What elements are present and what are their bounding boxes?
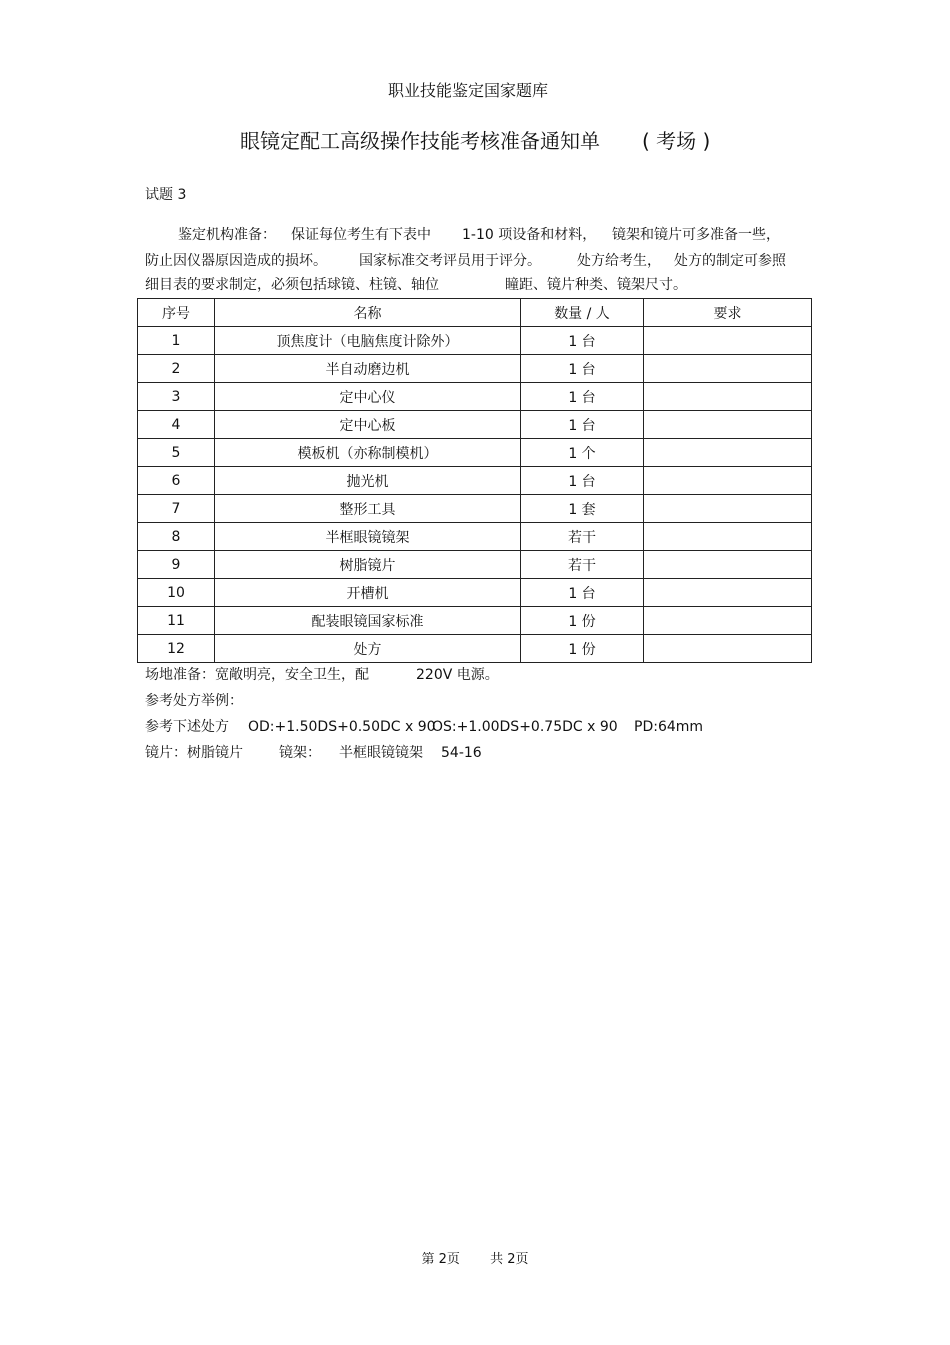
table-row: [138, 467, 812, 495]
intro-line-2-part-d: 处方的制定可参照: [674, 253, 786, 269]
cell-quantity: 1 台: [521, 579, 644, 607]
cell-index: 12: [138, 635, 215, 663]
column-header-name: 名称: [215, 299, 521, 327]
cell-quantity: 1 台: [521, 383, 644, 411]
cell-quantity: 1 台: [521, 411, 644, 439]
cell-quantity: 1 台: [521, 355, 644, 383]
column-header-index: 序号: [138, 299, 215, 327]
intro-line-1-part-b: 保证每位考生有下表中: [291, 227, 431, 243]
cell-requirement: [644, 579, 812, 607]
table-header-row: [138, 299, 812, 327]
cell-quantity: 1 份: [521, 607, 644, 635]
table-row: [138, 439, 812, 467]
table-row: [138, 607, 812, 635]
cell-requirement: [644, 635, 812, 663]
column-header-quantity: 数量 / 人: [521, 299, 644, 327]
site-power-text: 220V 电源。: [416, 667, 499, 683]
prescription-pd: PD:64mm: [634, 719, 704, 735]
cell-index: 10: [138, 579, 215, 607]
table-row: [138, 355, 812, 383]
frame-value: 半框眼镜镜架: [339, 745, 423, 761]
table-row: [138, 327, 812, 355]
cell-name: 半自动磨边机: [215, 355, 521, 383]
cell-quantity: 1 份: [521, 635, 644, 663]
prescription-od: OD:+1.50DS+0.50DC x 90: [248, 719, 436, 735]
cell-name: 抛光机: [215, 467, 521, 495]
intro-line-2-part-c: 处方给考生，: [577, 253, 661, 269]
cell-requirement: [644, 327, 812, 355]
cell-name: 半框眼镜镜架: [215, 523, 521, 551]
frame-label: 镜架：: [279, 745, 321, 761]
cell-index: 6: [138, 467, 215, 495]
page-header-title: 职业技能鉴定国家题库: [387, 81, 548, 100]
intro-line-3-part-b: 瞳距、镜片种类、镜架尺寸。: [505, 277, 687, 293]
intro-line-3-part-a: 细目表的要求制定，必须包括球镜、柱镜、轴位: [145, 277, 439, 293]
page-total: 共 2页: [490, 1252, 529, 1267]
cell-quantity: 1 台: [521, 327, 644, 355]
cell-index: 1: [138, 327, 215, 355]
cell-requirement: [644, 411, 812, 439]
cell-requirement: [644, 607, 812, 635]
cell-index: 7: [138, 495, 215, 523]
cell-requirement: [644, 467, 812, 495]
cell-index: 3: [138, 383, 215, 411]
cell-requirement: [644, 383, 812, 411]
cell-name: 整形工具: [215, 495, 521, 523]
cell-name: 树脂镜片: [215, 551, 521, 579]
frame-size: 54-16: [441, 745, 482, 761]
column-header-requirement: 要求: [644, 299, 812, 327]
cell-requirement: [644, 355, 812, 383]
cell-name: 定中心仪: [215, 383, 521, 411]
cell-requirement: [644, 523, 812, 551]
table-row: [138, 523, 812, 551]
intro-line-2-part-b: 国家标准交考评员用于评分。: [359, 253, 541, 269]
cell-name: 处方: [215, 635, 521, 663]
cell-requirement: [644, 551, 812, 579]
cell-index: 9: [138, 551, 215, 579]
cell-requirement: [644, 495, 812, 523]
lens-spec: 镜片：树脂镜片: [145, 745, 243, 761]
question-label: 试题 3: [145, 187, 187, 203]
equipment-table: [137, 298, 812, 663]
site-preparation-text: 场地准备：宽敞明亮，安全卫生，配: [145, 667, 369, 683]
table-row: [138, 551, 812, 579]
cell-name: 开槽机: [215, 579, 521, 607]
cell-quantity: 1 套: [521, 495, 644, 523]
prescription-os: OS:+1.00DS+0.75DC x 90: [432, 719, 618, 735]
document-title-suffix: ( 考场 ): [642, 129, 711, 153]
cell-quantity: 若干: [521, 551, 644, 579]
intro-line-2-part-a: 防止因仪器原因造成的损坏。: [145, 253, 327, 269]
cell-index: 2: [138, 355, 215, 383]
prescription-heading: 参考处方举例：: [145, 693, 243, 709]
intro-line-1-part-c: 1-10 项设备和材料，: [462, 227, 597, 243]
cell-quantity: 1 台: [521, 467, 644, 495]
table-row: [138, 411, 812, 439]
intro-line-1-part-a: 鉴定机构准备：: [178, 227, 276, 243]
cell-index: 4: [138, 411, 215, 439]
cell-index: 8: [138, 523, 215, 551]
table-row: [138, 635, 812, 663]
intro-line-1-part-d: 镜架和镜片可多准备一些，: [612, 227, 780, 243]
page-number: 第 2页: [421, 1252, 460, 1267]
cell-name: 定中心板: [215, 411, 521, 439]
table-row: [138, 383, 812, 411]
cell-index: 11: [138, 607, 215, 635]
prescription-label: 参考下述处方: [145, 719, 229, 735]
page-footer: [0, 1248, 950, 1267]
document-title: 眼镜定配工高级操作技能考核准备通知单: [240, 129, 600, 153]
table-row: [138, 579, 812, 607]
cell-requirement: [644, 439, 812, 467]
cell-quantity: 若干: [521, 523, 644, 551]
cell-quantity: 1 个: [521, 439, 644, 467]
cell-index: 5: [138, 439, 215, 467]
cell-name: 配装眼镜国家标准: [215, 607, 521, 635]
cell-name: 模板机（亦称制模机）: [215, 439, 521, 467]
table-row: [138, 495, 812, 523]
cell-name: 顶焦度计（电脑焦度计除外）: [215, 327, 521, 355]
